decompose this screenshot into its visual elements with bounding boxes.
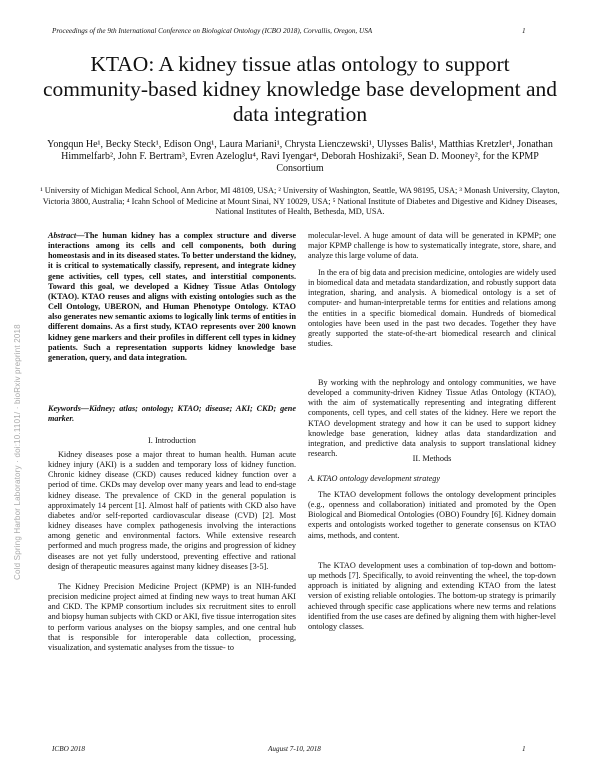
affiliations: ¹ University of Michigan Medical School, Ann Arbor, MI 48109, USA; ² University of Washington, Seattle, WA 98195, USA; ³ Monash University, Clayton, Victoria 3800, Australia; ⁴ Icahn School of Medicine at Mount Sinai, NY 10029, USA; ⁵ National Institute of Diabetes and Digestive and Kidney Diseases, National Institutes of Health, Bethesda, MD, USA. [40,186,560,217]
author-list: Yongqun He¹, Becky Steck¹, Edison Ong¹, Laura Mariani¹, Chrysta Lienczewski¹, Ulysses Balis¹, Matthias Kretzler¹, Jonathan Himmelfarb², John F. Bertram³, Evren Azeloglu⁴, Ravi Iyengar⁴, Deborah Hoshizaki⁵, Sean D. Mooney², for the KPMP Consortium [47,139,553,174]
paper-title: KTAO: A kidney tissue atlas ontology to support community-based kidney knowledge base development and data integration [42,52,558,126]
section-heading-methods: II. Methods [412,454,452,463]
footer-page-number: 1 [522,745,526,753]
abstract-text: —The human kidney has a complex structure and diverse interactions among its cells and cell components, both during homeostasis and in its diseased states. To better understand the kidney, it is critical to systematically classify, represent, and integrate kidney gene activities, cell types, cell states, and interstitial components. Toward this goal, we developed a Kidney Tissue Atlas Ontology (KTAO). KTAO reuses and aligns with existing ontologies such as the Cell Ontology, UBERON, and Human Phenotype Ontology. KTAO also generates new semantic axioms to logically link terms of entities in different domains. As a first study, KTAO represents over 200 known kidney gene markers and their profiles in different cell types in kidney patients. Such a representation supports kidney knowledge base generation, query, and data integration. [48,231,296,362]
keywords: Keywords—Kidney; atlas; ontology; KTAO; disease; AKI; CKD; gene marker. [48,404,296,424]
intro-paragraph-1: Kidney diseases pose a major threat to human health. Human acute kidney injury (AKI) is a sudden and temporary loss of kidney function. Chronic kidney disease (CKD) causes reduced kidney function over a period of time. CKDs may develop over many years and lead to end-stage kidney disease. The prevalence of CKD in the general population is approximately 14 percent [1]. Almost half of patients with CKD also have diabetes and/or self-reported cardiovascular disease (CVD) [2]. Most kidney diseases have complex pathogenesis involving the interactions among genetic and environmental factors. While extensive research performed and much progress made, the origins and progression of kidney diseases are not yet fully understood, preventing effective and rational design of therapeutic measures against many kidney diseases [3-5]. [48,450,296,571]
section-heading-introduction: I. Introduction [148,436,196,445]
footer-date: August 7-10, 2018 [268,745,321,753]
subsection-heading: A. KTAO ontology development strategy [308,474,440,483]
running-header: Proceedings of the 9th International Conference on Biological Ontology (ICBO 2018), Corvallis, Oregon, USA [52,27,373,35]
abstract [48,231,296,363]
header-page-number: 1 [522,27,526,35]
methods-paragraph-1: The KTAO development follows the ontology development principles (e.g., openness and collaboration) initiated and promoted by the Open Biological and Biomedical Ontologies (OBO) Foundry [6]. Kidney domain experts and ontologists worked together to generate consensus on KTAO aims, methods, and content. [308,490,556,540]
footer-conference: ICBO 2018 [52,745,85,753]
intro-paragraph-2: The Kidney Precision Medicine Project (KPMP) is an NIH-funded precision medicine project aimed at finding new ways to treat human AKI and CKD. The KPMP consortium includes six recruitment sites to enroll and biopsy human subjects with CKD or AKI, five tissue interrogation sites to perform various analyses on the biopsy samples, and one central hub that is responsible for interoperable data collection, processing, visualization, and systematic analyses from the tissue- to [48,582,296,652]
side-watermark [13,250,27,650]
right-paragraph-2: In the era of big data and precision medicine, ontologies are widely used in biomedical data and metadata standardization, and robustly support data integration, sharing, and analysis. A biomedical ontology is a set of computer- and human-interpretable terms for entities and relations among the entities in a specific biomedical domain. Hundreds of biomedical ontologies have been used in the past two decades. Together they have greatly supported the state-of-the-art biomedical research and clinical studies. [308,268,556,349]
abstract-lead: Abstract [48,231,77,240]
methods-paragraph-2: The KTAO development uses a combination of top-down and bottom-up methods [7]. Specifically, to avoid reinventing the wheel, the top-down approach is initiated by aligning and extending KTAO from the latest version of existing reliable ontologies. The bottom-up strategy is primarily achieved through specific case applications where new terms and relations identified from the use cases are defined by aligning them with higher-level ontology classes. [308,561,556,631]
right-paragraph-1: molecular-level. A huge amount of data will be generated in KPMP; one major KPMP challenge is how to systematically integrate, store, share, and analyze this large volume of data. [308,231,556,261]
watermark-text: Cold Spring Harbor Laboratory · doi:10.1101/ · bioRxiv preprint 2018 [13,324,22,580]
right-paragraph-3: By working with the nephrology and ontology communities, we have developed a community-driven Kidney Tissue Atlas Ontology (KTAO), with the aim of systematically representing and integrating different components, cell types, and cell states of the kidney. Here we report the KTAO development strategy and how it can be used to support kidney knowledge base generation, kidney atlas data standardization and integration, and predictive data analysis to support translational kidney research. [308,378,556,459]
